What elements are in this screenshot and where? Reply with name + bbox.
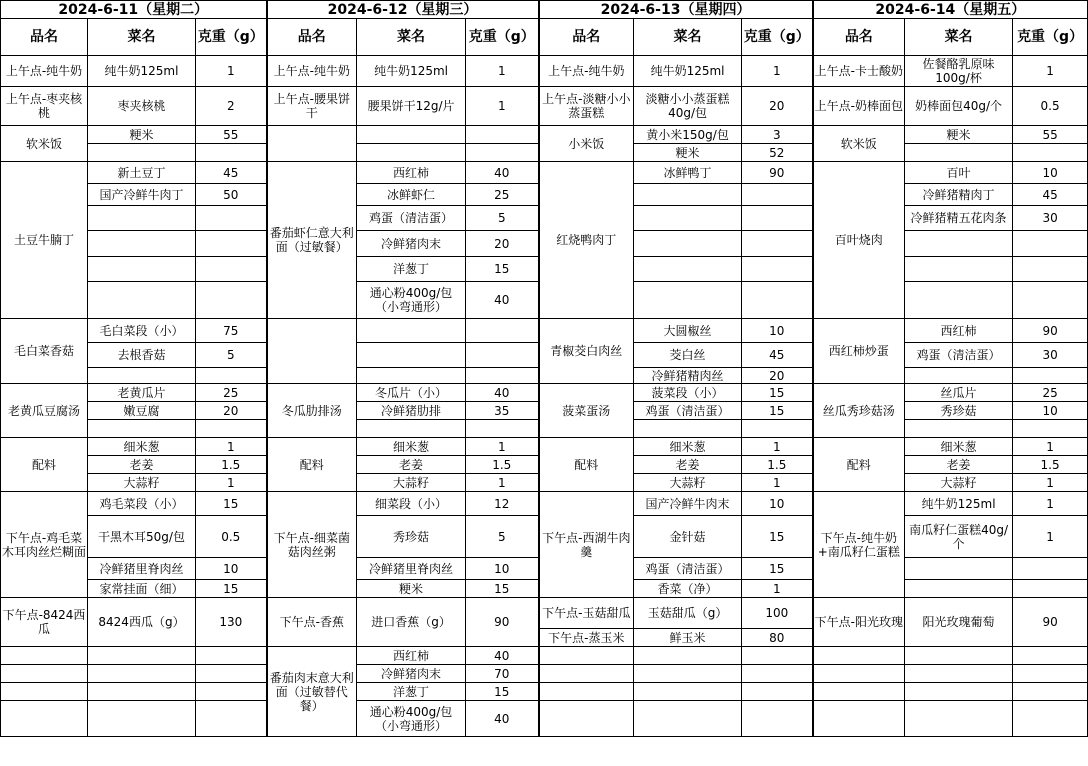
ingredient	[634, 701, 742, 737]
meal-name	[539, 647, 634, 665]
ingredient: 冷鲜猪肉末	[357, 231, 466, 257]
ingredient	[634, 282, 742, 319]
meal-name: 配料	[813, 438, 905, 492]
ingredient	[357, 126, 466, 144]
weight	[466, 343, 539, 368]
ingredient: 玉菇甜瓜（g）	[634, 598, 742, 629]
weight: 15	[742, 516, 813, 558]
weight: 15	[196, 492, 267, 516]
weight: 15	[466, 257, 539, 282]
weight: 10	[742, 492, 813, 516]
meal-name: 下午点-纯牛奶+南瓜籽仁蛋糕	[813, 492, 905, 598]
weight	[196, 420, 267, 438]
ingredient: 秀珍菇	[905, 402, 1013, 420]
ingredient: 粳米	[905, 126, 1013, 144]
ingredient	[905, 558, 1013, 580]
weight	[196, 231, 267, 257]
weight: 5	[466, 206, 539, 231]
ingredient: 佐餐酪乳原味100g/杯	[905, 56, 1013, 87]
ingredient: 淡糖小小蒸蛋糕40g/包	[634, 87, 742, 126]
weight: 55	[1013, 126, 1088, 144]
weight: 1	[1013, 56, 1088, 87]
ingredient	[88, 683, 196, 701]
col-header-weight: 克重（g）	[196, 19, 267, 56]
weight: 25	[466, 184, 539, 206]
weight	[196, 665, 267, 683]
ingredient: 黄小米150g/包	[634, 126, 742, 144]
weight: 1	[1013, 438, 1088, 456]
weight: 0.5	[1013, 87, 1088, 126]
weight: 1.5	[466, 456, 539, 474]
weight	[742, 683, 813, 701]
ingredient: 通心粉400g/包（小弯通形）	[357, 701, 466, 737]
col-header-weight: 克重（g）	[742, 19, 813, 56]
weight: 15	[466, 683, 539, 701]
meal-name: 下午点-西湖牛肉羹	[539, 492, 634, 598]
ingredient	[905, 683, 1013, 701]
weight	[1013, 231, 1088, 257]
weight: 20	[742, 368, 813, 384]
ingredient: 鸡毛菜段（小）	[88, 492, 196, 516]
weight: 5	[466, 516, 539, 558]
ingredient: 去根香菇	[88, 343, 196, 368]
weight: 15	[466, 580, 539, 598]
ingredient	[634, 231, 742, 257]
weight	[742, 647, 813, 665]
ingredient	[905, 368, 1013, 384]
ingredient: 冬瓜片（小）	[357, 384, 466, 402]
weight: 10	[742, 319, 813, 343]
col-header-dish: 菜名	[357, 19, 466, 56]
ingredient: 家常挂面（细）	[88, 580, 196, 598]
weight	[742, 257, 813, 282]
weight	[1013, 665, 1088, 683]
ingredient: 纯牛奶125ml	[634, 56, 742, 87]
ingredient: 金针菇	[634, 516, 742, 558]
weight	[1013, 257, 1088, 282]
ingredient: 新土豆丁	[88, 162, 196, 184]
weight: 1	[466, 438, 539, 456]
weight: 90	[1013, 598, 1088, 647]
weight: 40	[466, 162, 539, 184]
weight: 55	[196, 126, 267, 144]
ingredient: 冷鲜猪精肉丁	[905, 184, 1013, 206]
ingredient: 纯牛奶125ml	[88, 56, 196, 87]
weight: 40	[466, 384, 539, 402]
ingredient: 腰果饼干12g/片	[357, 87, 466, 126]
ingredient: 冷鲜猪精五花肉条	[905, 206, 1013, 231]
weight	[742, 206, 813, 231]
weight: 100	[742, 598, 813, 629]
meal-name: 上午点-纯牛奶	[1, 56, 88, 87]
weight	[196, 701, 267, 737]
weight: 90	[466, 598, 539, 647]
weight: 25	[1013, 384, 1088, 402]
ingredient: 冷鲜猪精肉丝	[634, 368, 742, 384]
meal-name: 下午点-玉菇甜瓜	[539, 598, 634, 629]
meal-name: 西红柿炒蛋	[813, 319, 905, 384]
weight: 1	[466, 474, 539, 492]
ingredient: 8424西瓜（g）	[88, 598, 196, 647]
meal-name	[813, 701, 905, 737]
weight: 1.5	[742, 456, 813, 474]
weight	[1013, 282, 1088, 319]
ingredient: 细米葱	[88, 438, 196, 456]
ingredient: 嫩豆腐	[88, 402, 196, 420]
ingredient	[905, 231, 1013, 257]
weight: 10	[196, 558, 267, 580]
meal-name: 上午点-腰果饼干	[267, 87, 357, 126]
ingredient	[905, 144, 1013, 162]
weight: 1	[196, 438, 267, 456]
meal-name: 下午点-细菜菌菇肉丝粥	[267, 492, 357, 598]
weight: 10	[1013, 162, 1088, 184]
meal-name: 菠菜蛋汤	[539, 384, 634, 438]
meal-name: 丝瓜秀珍菇汤	[813, 384, 905, 438]
weight	[742, 231, 813, 257]
ingredient	[634, 683, 742, 701]
weight	[196, 683, 267, 701]
ingredient	[634, 184, 742, 206]
ingredient: 粳米	[634, 144, 742, 162]
meal-name: 番茄肉末意大利面（过敏替代餐）	[267, 647, 357, 737]
weight: 10	[1013, 402, 1088, 420]
ingredient: 鸡蛋（清洁蛋）	[357, 206, 466, 231]
weight: 45	[1013, 184, 1088, 206]
weight: 30	[1013, 206, 1088, 231]
meal-name	[813, 683, 905, 701]
ingredient: 国产冷鲜牛肉丁	[88, 184, 196, 206]
ingredient	[357, 343, 466, 368]
ingredient: 细米葱	[905, 438, 1013, 456]
meal-name: 上午点-淡糖小小蒸蛋糕	[539, 87, 634, 126]
ingredient: 洋葱丁	[357, 683, 466, 701]
ingredient: 香菜（净）	[634, 580, 742, 598]
weight: 5	[196, 343, 267, 368]
ingredient: 枣夹核桃	[88, 87, 196, 126]
weight	[742, 420, 813, 438]
weight: 1	[196, 56, 267, 87]
weight: 15	[742, 558, 813, 580]
weight: 2	[196, 87, 267, 126]
weight: 0.5	[196, 516, 267, 558]
ingredient	[88, 647, 196, 665]
meal-name	[1, 665, 88, 683]
weight	[196, 257, 267, 282]
ingredient: 丝瓜片	[905, 384, 1013, 402]
weight: 12	[466, 492, 539, 516]
ingredient: 进口香蕉（g）	[357, 598, 466, 647]
ingredient	[905, 701, 1013, 737]
meal-name: 下午点-8424西瓜	[1, 598, 88, 647]
meal-name: 毛白菜香菇	[1, 319, 88, 384]
ingredient: 老姜	[634, 456, 742, 474]
ingredient: 老姜	[905, 456, 1013, 474]
ingredient: 冷鲜猪里脊肉丝	[357, 558, 466, 580]
ingredient: 大蒜籽	[88, 474, 196, 492]
weight	[196, 368, 267, 384]
weight	[742, 701, 813, 737]
weight	[1013, 580, 1088, 598]
ingredient: 细米葱	[357, 438, 466, 456]
ingredient	[88, 231, 196, 257]
weight: 1	[466, 56, 539, 87]
ingredient: 干黑木耳50g/包	[88, 516, 196, 558]
ingredient: 老姜	[88, 456, 196, 474]
ingredient: 西红柿	[357, 647, 466, 665]
meal-name: 配料	[267, 438, 357, 492]
weight	[466, 144, 539, 162]
meal-name: 下午点-香蕉	[267, 598, 357, 647]
meal-name	[813, 665, 905, 683]
weight: 1	[742, 474, 813, 492]
meal-name	[539, 665, 634, 683]
ingredient: 南瓜籽仁蛋糕40g/个	[905, 516, 1013, 558]
date-header: 2024-6-11（星期二）	[1, 1, 267, 19]
ingredient: 细菜段（小）	[357, 492, 466, 516]
ingredient: 老姜	[357, 456, 466, 474]
weight: 1.5	[1013, 456, 1088, 474]
ingredient	[88, 144, 196, 162]
weight: 10	[466, 558, 539, 580]
weight: 1	[1013, 474, 1088, 492]
ingredient: 秀珍菇	[357, 516, 466, 558]
col-header-name: 品名	[267, 19, 357, 56]
weight: 1	[742, 580, 813, 598]
meal-name: 青椒茭白肉丝	[539, 319, 634, 384]
ingredient: 鲜玉米	[634, 629, 742, 647]
weight	[1013, 368, 1088, 384]
ingredient: 大蒜籽	[634, 474, 742, 492]
ingredient: 大圆椒丝	[634, 319, 742, 343]
col-header-dish: 菜名	[634, 19, 742, 56]
ingredient	[357, 368, 466, 384]
weight	[196, 282, 267, 319]
weight	[742, 184, 813, 206]
ingredient: 百叶	[905, 162, 1013, 184]
ingredient: 粳米	[357, 580, 466, 598]
ingredient: 茭白丝	[634, 343, 742, 368]
ingredient: 大蒜籽	[905, 474, 1013, 492]
ingredient: 冰鲜鸭丁	[634, 162, 742, 184]
weight	[1013, 144, 1088, 162]
weight: 1	[1013, 492, 1088, 516]
ingredient	[88, 206, 196, 231]
ingredient	[905, 420, 1013, 438]
ingredient: 鸡蛋（清洁蛋）	[905, 343, 1013, 368]
ingredient: 冷鲜猪里脊肉丝	[88, 558, 196, 580]
ingredient	[357, 420, 466, 438]
meal-name: 番茄虾仁意大利面（过敏餐）	[267, 162, 357, 319]
ingredient: 冷鲜猪肉末	[357, 665, 466, 683]
weight	[196, 647, 267, 665]
weight: 15	[742, 384, 813, 402]
col-header-weight: 克重（g）	[1013, 19, 1088, 56]
ingredient: 大蒜籽	[357, 474, 466, 492]
meal-name: 配料	[1, 438, 88, 492]
weight	[466, 420, 539, 438]
col-header-dish: 菜名	[905, 19, 1013, 56]
meal-name	[267, 319, 357, 384]
weight: 90	[1013, 319, 1088, 343]
meal-name: 土豆牛腩丁	[1, 162, 88, 319]
ingredient	[634, 257, 742, 282]
weight: 45	[742, 343, 813, 368]
ingredient: 细米葱	[634, 438, 742, 456]
weight: 130	[196, 598, 267, 647]
ingredient: 冷鲜猪肋排	[357, 402, 466, 420]
col-header-name: 品名	[539, 19, 634, 56]
meal-name: 红烧鸭肉丁	[539, 162, 634, 319]
weight: 1	[466, 87, 539, 126]
meal-name: 软米饭	[1, 126, 88, 162]
date-header: 2024-6-12（星期三）	[267, 1, 539, 19]
meal-name: 下午点-阳光玫瑰	[813, 598, 905, 647]
meal-name	[267, 126, 357, 162]
ingredient	[88, 368, 196, 384]
weight: 35	[466, 402, 539, 420]
weight	[742, 665, 813, 683]
meal-name: 软米饭	[813, 126, 905, 162]
ingredient: 西红柿	[357, 162, 466, 184]
ingredient: 阳光玫瑰葡萄	[905, 598, 1013, 647]
ingredient: 纯牛奶125ml	[357, 56, 466, 87]
ingredient: 冰鲜虾仁	[357, 184, 466, 206]
weight	[466, 126, 539, 144]
ingredient: 鸡蛋（清洁蛋）	[634, 402, 742, 420]
weight: 45	[196, 162, 267, 184]
ingredient	[634, 665, 742, 683]
weight: 20	[466, 231, 539, 257]
weight: 1.5	[196, 456, 267, 474]
ingredient	[634, 647, 742, 665]
col-header-weight: 克重（g）	[466, 19, 539, 56]
col-header-dish: 菜名	[88, 19, 196, 56]
weight: 40	[466, 701, 539, 737]
ingredient: 西红柿	[905, 319, 1013, 343]
ingredient	[634, 420, 742, 438]
ingredient: 老黄瓜片	[88, 384, 196, 402]
weight: 25	[196, 384, 267, 402]
meal-name: 小米饭	[539, 126, 634, 162]
weight: 90	[742, 162, 813, 184]
date-header: 2024-6-14（星期五）	[813, 1, 1088, 19]
weight: 50	[196, 184, 267, 206]
col-header-name: 品名	[813, 19, 905, 56]
meal-name: 配料	[539, 438, 634, 492]
ingredient: 粳米	[88, 126, 196, 144]
meal-name: 上午点-奶棒面包	[813, 87, 905, 126]
ingredient	[905, 665, 1013, 683]
weight	[466, 368, 539, 384]
weight	[1013, 420, 1088, 438]
weight	[196, 206, 267, 231]
ingredient	[88, 701, 196, 737]
weight: 15	[742, 402, 813, 420]
meal-name	[1, 701, 88, 737]
ingredient: 洋葱丁	[357, 257, 466, 282]
ingredient	[357, 144, 466, 162]
ingredient	[905, 580, 1013, 598]
meal-name: 老黄瓜豆腐汤	[1, 384, 88, 438]
weight: 1	[742, 56, 813, 87]
weight	[1013, 683, 1088, 701]
meal-name: 下午点-蒸玉米	[539, 629, 634, 647]
meal-name: 上午点-枣夹核桃	[1, 87, 88, 126]
col-header-name: 品名	[1, 19, 88, 56]
ingredient: 鸡蛋（清洁蛋）	[634, 558, 742, 580]
meal-name	[1, 683, 88, 701]
ingredient	[357, 319, 466, 343]
ingredient	[88, 282, 196, 319]
weight	[196, 144, 267, 162]
ingredient	[905, 647, 1013, 665]
weight: 40	[466, 282, 539, 319]
ingredient: 纯牛奶125ml	[905, 492, 1013, 516]
meal-name	[1, 647, 88, 665]
weight: 70	[466, 665, 539, 683]
weight	[466, 319, 539, 343]
weight: 20	[742, 87, 813, 126]
ingredient: 奶棒面包40g/个	[905, 87, 1013, 126]
meal-name: 冬瓜肋排汤	[267, 384, 357, 438]
ingredient	[88, 665, 196, 683]
weight: 15	[196, 580, 267, 598]
date-header: 2024-6-13（星期四）	[539, 1, 813, 19]
weight: 52	[742, 144, 813, 162]
weight: 1	[742, 438, 813, 456]
ingredient	[905, 282, 1013, 319]
meal-name: 上午点-纯牛奶	[267, 56, 357, 87]
weight: 1	[1013, 516, 1088, 558]
meal-name: 上午点-纯牛奶	[539, 56, 634, 87]
meal-name	[539, 701, 634, 737]
weight	[1013, 558, 1088, 580]
ingredient	[634, 206, 742, 231]
weight: 1	[196, 474, 267, 492]
ingredient	[905, 257, 1013, 282]
weight: 3	[742, 126, 813, 144]
ingredient: 毛白菜段（小）	[88, 319, 196, 343]
weight: 80	[742, 629, 813, 647]
ingredient: 通心粉400g/包（小弯通形）	[357, 282, 466, 319]
meal-name	[539, 683, 634, 701]
weight: 30	[1013, 343, 1088, 368]
weight	[742, 282, 813, 319]
weight	[1013, 701, 1088, 737]
meal-name	[813, 647, 905, 665]
weight: 20	[196, 402, 267, 420]
meal-name: 下午点-鸡毛菜木耳肉丝烂糊面	[1, 492, 88, 598]
ingredient	[88, 257, 196, 282]
ingredient: 国产冷鲜牛肉末	[634, 492, 742, 516]
ingredient	[88, 420, 196, 438]
weight: 75	[196, 319, 267, 343]
meal-name: 百叶烧肉	[813, 162, 905, 319]
weight	[1013, 647, 1088, 665]
weight: 40	[466, 647, 539, 665]
meal-name: 上午点-卡士酸奶	[813, 56, 905, 87]
ingredient: 菠菜段（小）	[634, 384, 742, 402]
